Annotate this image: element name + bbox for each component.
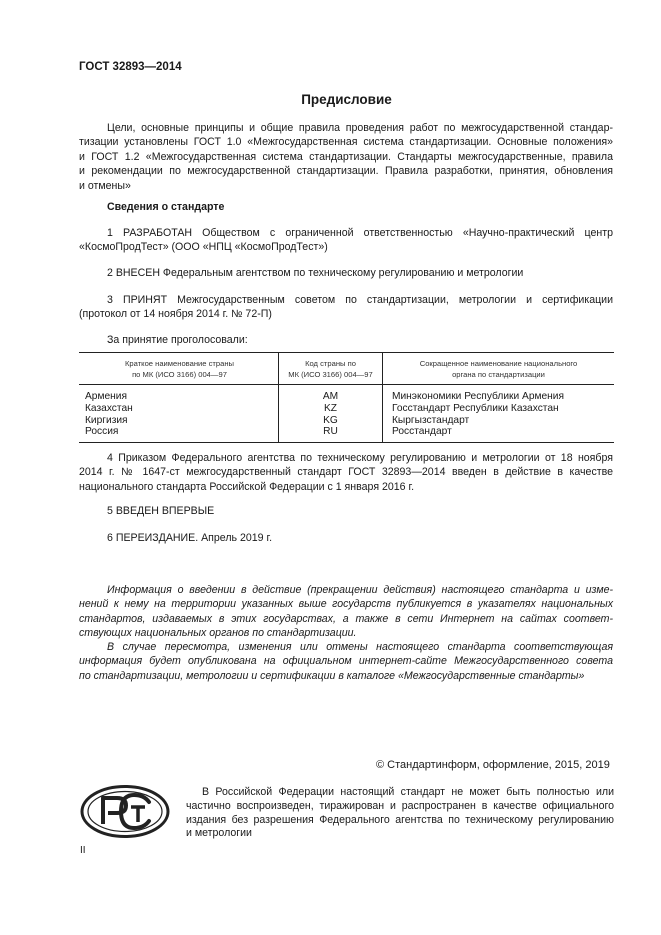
- item-1: [79, 226, 613, 255]
- page-title: Предисловие: [301, 92, 392, 107]
- info-line: нений к нему на территории указанных выше государств публикуется в указателях национальных: [79, 598, 613, 611]
- copyright: © Стандартинформ, оформление, 2015, 2019: [376, 759, 610, 771]
- notice-line: частично воспроизведен, тиражирован и распространен в качестве официального: [186, 799, 614, 812]
- info-line: информация будет опубликована на официальном интернет-сайте Межгосударственного совета: [79, 655, 613, 668]
- page-number: II: [80, 845, 86, 856]
- country-code: KZ: [323, 402, 338, 414]
- notice-line: издания без разрешения Федерального агентства по техническому регулированию: [186, 813, 614, 826]
- country-name: Казахстан: [85, 402, 133, 414]
- item-4-line: 4 Приказом Федерального агентства по техническому регулированию и метрологии от 18 ноября: [107, 452, 613, 464]
- table-header-code: Код страны по МК (ИСО 3166) 004—97: [279, 353, 383, 385]
- info-line: стандартов, издаваемых в этих государствах, а также в сети Интернет на сайтах соответ-: [79, 612, 613, 625]
- country-code: AM: [322, 391, 339, 402]
- table-header-country: Краткое наименование страны по МК (ИСО 3166) 004—97: [79, 353, 279, 385]
- table-header-row: [79, 353, 614, 385]
- info-paragraph-1: [79, 583, 613, 641]
- intro-paragraph: [79, 121, 613, 193]
- national-body: Минэкономики Республики Армения: [392, 391, 564, 402]
- country-code: KG: [323, 414, 338, 426]
- notice-line: и метрологии: [186, 827, 252, 840]
- reproduction-notice: [186, 786, 614, 841]
- item-1-line: «КосмоПродТест» (ООО «НПЦ «КосмоПродТест»): [79, 241, 328, 254]
- item-4-line: 2014 г. № 1647-ст межгосударственный стандарт ГОСТ 32893—2014 введен в действие в качестве: [79, 466, 613, 479]
- item-3-line: 3 ПРИНЯТ Межгосударственным советом по стандартизации, метрологии и сертификации: [107, 294, 613, 306]
- national-body: Госстандарт Республики Казахстан: [392, 402, 559, 414]
- intro-line: и ГОСТ 1.2 «Межгосударственная система стандартизации. Стандарты межгосударственные, правила: [79, 150, 613, 163]
- info-line: по стандартизации, метрологии и сертификации в каталоге «Межгосударственные стандарты»: [79, 669, 585, 682]
- item-1-line: 1 РАЗРАБОТАН Обществом с ограниченной ответственностью «Научно-практический центр: [107, 227, 613, 239]
- country-column: [79, 385, 279, 443]
- country-name: Россия: [85, 426, 119, 438]
- code-column: [279, 385, 383, 443]
- standard-info-heading: Сведения о стандарте: [107, 201, 225, 213]
- rst-logo-graphic: [79, 783, 171, 840]
- table-header-body: Сокращенное наименование национального органа по стандартизации: [383, 353, 615, 385]
- item-4-line: национального стандарта Российской Федерации с 1 января 2016 г.: [79, 480, 415, 493]
- national-body: Росстандарт: [392, 426, 452, 438]
- notice-line: В Российской Федерации настоящий стандарт не может быть полностью или: [202, 786, 614, 798]
- national-body: Кыргызстандарт: [392, 414, 470, 426]
- intro-line: и отмены»: [79, 179, 131, 192]
- item-4: [79, 451, 613, 494]
- rst-certification-logo-icon: [79, 783, 171, 840]
- item-5: 5 ВВЕДЕН ВПЕРВЫЕ: [107, 505, 215, 517]
- item-6: 6 ПЕРЕИЗДАНИЕ. Апрель 2019 г.: [107, 532, 273, 544]
- item-3: [79, 293, 613, 322]
- info-paragraph-2: [79, 640, 613, 683]
- member-countries-table: [79, 352, 614, 443]
- info-line: Информация о введении в действие (прекращении действия) настоящего стандарта и изме-: [107, 584, 613, 596]
- country-name: Киргизия: [85, 414, 128, 426]
- table-row: [79, 385, 614, 443]
- country-name: Армения: [85, 391, 127, 402]
- country-code: RU: [323, 426, 338, 438]
- voted-label: За принятие проголосовали:: [107, 334, 248, 346]
- item-3-line: (протокол от 14 ноября 2014 г. № 72-П): [79, 308, 272, 321]
- item-2: 2 ВНЕСЕН Федеральным агентством по техническому регулированию и метрологии: [107, 267, 524, 279]
- intro-line: и рекомендации по межгосударственной стандартизации. Правила разработки, принятия, обновления: [79, 165, 613, 178]
- document-code: ГОСТ 32893—2014: [79, 61, 182, 73]
- body-column: [383, 385, 615, 443]
- info-line: ствующих национальных органов по стандартизации.: [79, 627, 357, 640]
- intro-line: тизации установлены ГОСТ 1.0 «Межгосударственная система стандартизации. Основные положения»: [79, 136, 613, 149]
- info-line: В случае пересмотра, изменения или отмены настоящего стандарта соответствующая: [107, 641, 613, 653]
- intro-line: Цели, основные принципы и общие правила проведения работ по межгосударственной стандар-: [107, 122, 613, 134]
